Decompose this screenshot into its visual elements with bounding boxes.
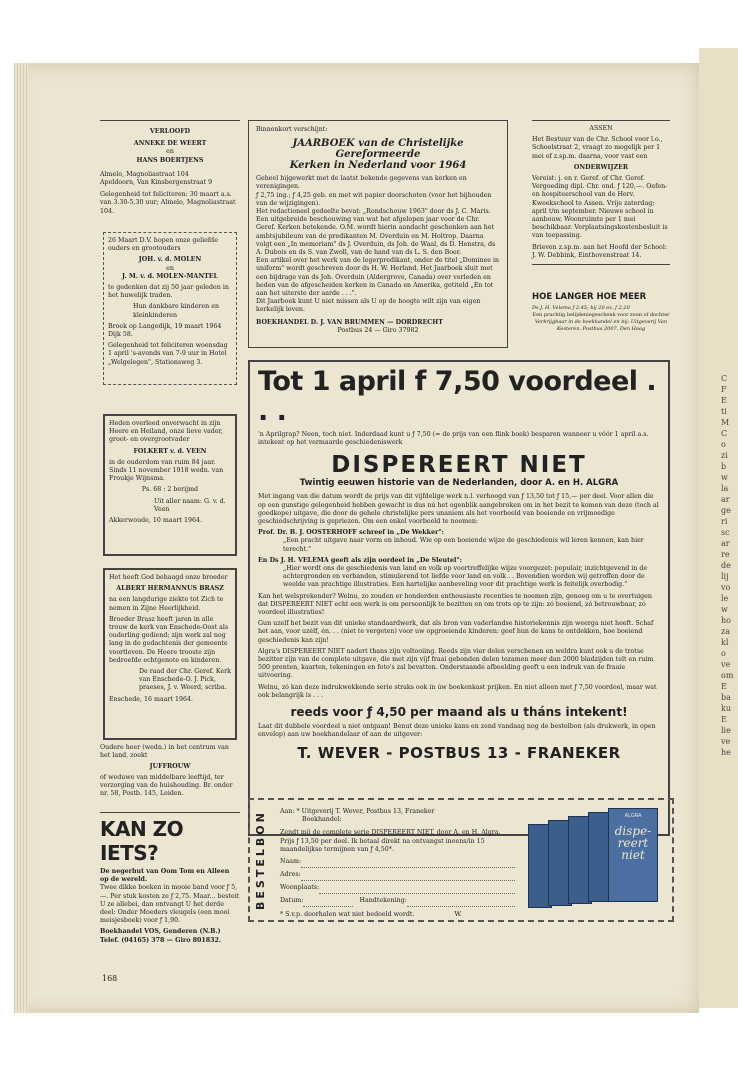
facing-page-text: ve xyxy=(721,660,731,669)
facing-page-text: re xyxy=(721,550,730,559)
jaarboek-title1: JAARBOEK van de Christelijke Gereformeerde xyxy=(292,138,464,161)
jaarboek-intro: Binnenkort verschijnt: xyxy=(256,126,328,133)
paragraph-1: Met ingang van die datum wordt de prijs van dit vijfdelige werk n.l. verhoogd van ƒ 13,50 tot ƒ 15,— per deel. Voor allen die op een gunstige gelegenheid hebben gewacht is dus nú het ogenblik aangebroken om in het bezit te komen van deze (toch al goedkope) uitgave, die door de gehele christelijke pers unaniem als het voorbeeld van boeiende en vrijmoedige geschiedschrijving is gepriezen. Om een enkel voorbeeld te noemen: xyxy=(258,493,659,526)
quote-2-heading: En Ds J. H. VELEMA geeft als zijn oordeel in „De Sleutel": xyxy=(258,556,462,564)
brasz-sign: De raad der Chr. Geref. Kerk van Enschede-O. J. Pick, praeses, J. v. Weerd, scriba. xyxy=(139,668,231,692)
bon-order-text: Zendt mij de complete serie DISPEREERT NIET, door A. en H. Algra. Prijs ƒ 13,50 per deel. Ik betaal direkt na ontvangst ineens/in 15 maandelijkse termijnen van ƒ 4,50*. xyxy=(280,829,501,853)
facing-page-text: w xyxy=(721,605,728,614)
facing-page-text: ar xyxy=(721,539,730,548)
molen-name2: J. M. v. d. MOLEN-MANTEL xyxy=(121,272,218,280)
jaarboek-text2: Het redactioneel gedeelte bevat: „Rondschouw 1963" door ds J. C. Maris. Een uitgebreide beschouwing van wat het afgelopen jaar voor de Chr. Geref. Kerken betekende. O.M. wordt hierin aandacht geschonken aan het ambtsjubileum van de predikanten M. Overduin en M. Holtrop. Daarna volgt een „In memoriam" ds J. Overduin, ds Joh. de Waal, ds D. Henstra, ds A. Dubois en ds S. van Zwoll, van de hand van ds L. S. den Boer. xyxy=(256,208,496,257)
bon-to2[interactable]: Boekhandel: xyxy=(302,816,342,824)
facing-page-text: E xyxy=(721,682,727,691)
headline: Tot 1 april f 7,50 voordeel . . . xyxy=(258,366,657,427)
facing-page-text: ge xyxy=(721,506,731,515)
molen-en: en xyxy=(166,264,174,272)
bestelbon[interactable] xyxy=(248,798,674,922)
facing-page-text: ve xyxy=(721,737,731,746)
brasz-ad xyxy=(103,568,237,740)
veen-ad xyxy=(103,414,237,556)
bon-naam-label: Naam: xyxy=(280,858,302,866)
facing-page-text: ti xyxy=(721,407,727,416)
brasz-text1: na een langdurige ziekte tot Zich te nemen in Zijne Heerlijkheid. xyxy=(109,596,224,612)
assen-ad xyxy=(532,120,670,265)
bon-woonplaats-field[interactable] xyxy=(319,884,515,894)
facing-page-text: ho xyxy=(721,616,731,625)
facing-page-text: E xyxy=(721,396,727,405)
bon-w: W. xyxy=(454,911,462,919)
facing-page-text: lie xyxy=(721,726,731,735)
bon-to1: Uitgeverij T. Wever, Postbus 13, Franeker xyxy=(301,808,435,815)
bestelbon-label: BESTELBON xyxy=(254,810,267,910)
bon-adres-label: Adres: xyxy=(280,871,301,879)
veen-ps: Ps. 68 : 2 berijmd xyxy=(141,486,199,494)
facing-page-text: C xyxy=(721,429,728,438)
verloofd-heading: VERLOOFD xyxy=(149,128,191,135)
bon-naam-field[interactable] xyxy=(301,858,515,868)
veen-name: FOLKERT v. d. VEEN xyxy=(133,447,207,455)
page-number: 168 xyxy=(102,974,118,983)
facing-page-text: le xyxy=(721,594,729,603)
facing-page-text: M xyxy=(721,418,730,427)
book-cover-title: dispe-reert niet xyxy=(614,824,652,862)
intro-text: 'n Aprilgrap? Neen, toch niet. Inderdaad kunt u ƒ 7,50 (= de prijs van een flink boek) besparen wanneer u vóór 1 april a.s. intekent op het vermaarde geschiedeniswerk xyxy=(258,431,649,447)
assen-text3: Brieven z.sp.m. aan het Hoofd der School: J. W. Debbink, Einthovenstraat 14. xyxy=(532,243,667,259)
facing-page-text: vo xyxy=(721,583,731,592)
verloofd-note: Gelegenheid tot feliciteren: 30 maart a.s. van 3.30-5.30 uur; Almelo, Magnoliastraat 104. xyxy=(100,191,236,215)
veen-place: Akkerwoude, 10 maart 1964. xyxy=(109,517,202,525)
kan-text: Twee dikke boeken in mooie band voor ƒ 5,—. Per stuk kosten ze ƒ 2,75. Maar... besteit U ze allebei, dan ontvangt U het derde deel: Onder Moeders vleugels (een mooi meisjesboek) voor ƒ 1,90. xyxy=(100,884,240,925)
kan-heading: KAN ZO IETS? xyxy=(100,817,184,865)
jaarboek-ad xyxy=(248,120,508,348)
quote-1-heading: Prof. Dr. B. J. OOSTERHOFF schreef in „De Wekker": xyxy=(258,529,444,537)
verloofd-name2: HANS BOERTJENS xyxy=(136,156,204,164)
veen-text: in de ouderdom van ruim 84 jaar. Sinds 11 november 1918 wedn. van Froukje Wijnsma. xyxy=(109,458,224,483)
brasz-name: ALBERT HERMANNUS BRASZ xyxy=(116,585,224,593)
jaarboek-sign2: Postbus 24 — Giro 37982 xyxy=(337,326,419,334)
facing-page-fragment xyxy=(699,48,738,1008)
book-author: ALGRA xyxy=(624,813,642,819)
jaarboek-text4: Dit Jaarboek kunt U niet missen als U op de hoogte wilt zijn van eigen kerkelijk leven. xyxy=(256,298,481,314)
facing-page-text: lij xyxy=(721,572,729,581)
bon-naam-row[interactable] xyxy=(280,858,515,868)
molen-name1: JOH. v. d. MOLEN xyxy=(138,256,202,264)
molen-sign: Hun dankbare kinderen en kleinkinderen xyxy=(133,303,220,319)
assen-text1: Het Bestuur van de Chr. School voor l.o., Schoolstraat 2, vraagt zo mogelijk per 1 mei of z.sp.m. daarna, voor vast een xyxy=(532,136,663,160)
bon-adres-row[interactable] xyxy=(280,871,515,881)
facing-page-text: ri xyxy=(721,517,728,526)
publisher-address: T. WEVER - POSTBUS 13 - FRANEKER xyxy=(297,744,621,763)
facing-page-text: o xyxy=(721,649,726,658)
facing-page-text: ar xyxy=(721,495,730,504)
facing-page-text: ba xyxy=(721,693,731,702)
facing-page-text: w xyxy=(721,473,728,482)
bon-aan xyxy=(280,808,515,816)
brasz-intro: Het heeft God behaagd onze broeder xyxy=(109,574,228,581)
bon-datum-field[interactable] xyxy=(303,897,353,907)
molen-addr: Broek op Langedijk, 19 maart 1964 Dijk 58. xyxy=(108,322,222,339)
kan-ad xyxy=(100,812,240,945)
verloofd-addr2: Apeldoorn, Van Kinsbergenstraat 9 xyxy=(100,179,213,187)
books-illustration xyxy=(528,806,658,916)
bon-aan-label: Aan: * xyxy=(280,808,300,815)
offer-line: reeds voor ƒ 4,50 per maand als u tháns intekent! xyxy=(290,705,628,720)
book-cover xyxy=(608,808,658,902)
paragraph-4: Algra's DISPEREERT NIET nadert thans zijn voltooiing. Reeds zijn vier delen verschenen en weldra kunt ook u de trotse bezitter zijn van de complete uitgave, die met zijn vijf fraai gebonden delen tezamen meer dan 2000 bladzijden telt en ruim 500 prenten, kaarten, tekeningen en foto's zal bevatten. Onderstaande afbeelding geeft u een indruk van de fraaie uitvoering. xyxy=(258,647,654,680)
kan-sign: Boekhandel VOS, Genderen (N.B.) Telef. (04165) 378 — Giro 801832. xyxy=(100,928,222,944)
facing-page-text: ku xyxy=(721,704,731,713)
verloofd-name1: ANNEKE DE WEERT xyxy=(133,140,207,148)
facing-page-text: zi xyxy=(721,451,728,460)
facing-page-text: za xyxy=(721,627,730,636)
veen-sign: Uit aller naam: G. v. d. Veen xyxy=(154,497,226,513)
juffrouw-heading: JUFFROUW xyxy=(149,763,191,771)
juffrouw-text: of weduwe van middelbare leeftijd, ter verzorging van de huishouding. Br. onder nr. 58, Postb. 145, Leiden. xyxy=(100,773,233,798)
bon-woonplaats-label: Woonplaats: xyxy=(280,884,320,892)
molen-intro: 26 Maart D.V. hopen onze geliefde ouders en grootouders xyxy=(108,237,218,253)
facing-page-text: he xyxy=(721,748,731,757)
hoe-heading: HOE LANGER HOE MEER xyxy=(532,292,647,302)
bon-adres-field[interactable] xyxy=(301,871,515,881)
book-subtitle: Twintig eeuwen historie van de Nederlanden, door A. en H. ALGRA xyxy=(299,478,619,489)
bon-datum-row[interactable] xyxy=(280,897,515,907)
dispereert-ad xyxy=(248,360,670,836)
juffrouw-intro: Oudere heer (wedn.) in het centrum van het land, zoekt xyxy=(100,744,229,760)
bon-handtekening-field[interactable] xyxy=(407,897,515,907)
hoe-line1: Ds J. H. Velema ƒ 2,45; bij 20 ex. ƒ 2,20 xyxy=(532,305,630,311)
bon-datum-label: Datum: xyxy=(280,897,304,905)
jaarboek-title2: Kerken in Nederland voor 1964 xyxy=(289,160,467,172)
facing-page-text: b xyxy=(721,462,727,471)
facing-page-text: E xyxy=(721,715,727,724)
jaarboek-price: ƒ 2,75 ing.; ƒ 4,25 geb. en met wit papier doorschoten (voor het bijhouden van de wijzigingen). xyxy=(256,191,492,207)
brasz-text2: Broeder Brasz heeft jaren in alle trouw de kerk van Enschede-Oost als ouderling gediend; zijn werk zal nog lang in de gedachtenis der gemeente voortleven. De Heere trooste zijn bedroefde echtgenote en kinderen. xyxy=(109,615,229,664)
bon-footnote xyxy=(280,911,515,919)
assen-heading2: ONDERWIJZER xyxy=(573,163,629,171)
jaarboek-text3: Een artikel over het werk van de legerpredikant, onder de titel „Dominee in uniform" wordt geschreven door ds H. W. Herland. Het Jaarboek sluit met een bijdrage van ds Joh. Overduin (Aldergrove, Canada) over verleden en heden van de afgescheiden kerken in Canada en Amerika, getiteld „En tot aan het uiterste der aarde . . .". xyxy=(256,257,500,298)
facing-page-text: F xyxy=(721,385,727,394)
assen-heading: ASSEN xyxy=(589,125,613,132)
facing-page-text: sc xyxy=(721,528,730,537)
molen-ad xyxy=(103,232,237,385)
facing-page-text: C xyxy=(721,374,728,383)
bon-foot: * S.v.p. doorhalen wat niet bedoeld wordt. xyxy=(280,911,415,919)
facing-page-text: om xyxy=(721,671,734,680)
molen-note: Gelegenheid tot feliciteren woensdag 1 april 's-avonds van 7-9 uur in Hotel „Welgelegen", Stationsweg 3. xyxy=(108,342,228,366)
jaarboek-sign1: BOEKHANDEL D. J. VAN BRUMMEN — DORDRECHT xyxy=(256,318,443,326)
verloofd-en: en xyxy=(166,148,174,156)
hoe-ad xyxy=(532,292,670,333)
facing-page-text: kl xyxy=(721,638,729,647)
quote-2: „Hier wordt ons de geschiedenis van land en volk op voortreffelijke wijze voorgezet: populair, inzichtgevend in de achtergronden en verbanden, stimulerend tot liefde voor land en volk . . Bovendien worden wij getroffen door de weelde van prachtige illustraties. Een hartelijke aanbeveling voor dit prachtige werk is feitelijk overbodig." xyxy=(283,565,648,589)
page-edges xyxy=(14,63,28,1013)
hoe-line2: Een prachtig belijdeniegeschenk voor zoon of dochter xyxy=(532,312,670,318)
verloofd-addr1: Almelo, Magnoliastraat 104 xyxy=(100,170,189,178)
facing-page-text: o xyxy=(721,440,726,449)
molen-text: te gedenken dat zij 50 jaar geleden in het huwelijk traden. xyxy=(108,284,229,300)
kan-lead: De negerhut van Oom Tom en Alleen op de wereld. xyxy=(100,868,230,884)
paragraph-6: Laat dit dubbele voordeel u niet ontgaan! Benut deze unieke kans en zend vandaag nog de bestelbon (als drukwerk, in open envelop) aan uw boekhandelaar of aan de uitgever: xyxy=(258,723,656,739)
veen-intro: Heden overleed onverwacht in zijn Heere en Heiland, onze lieve vader, groot- en overgrootvader xyxy=(109,420,223,444)
book-title: DISPEREERT NIET xyxy=(331,452,587,479)
brasz-place: Enschede, 16 maart 1964. xyxy=(109,695,194,703)
juffrouw-ad xyxy=(100,744,240,798)
paragraph-2: Kan het welsprekender? Welnu, zo zouden er honderden enthousiaste recenties te noemen zijn, genoeg om u te overtuigen dat DISPEREERT NIET echt een werk is om persoonlijk te bezitten en om trots op te zijn: zó boeiend, zó betrouwbaar, zó voordeel illustraties! xyxy=(258,592,652,617)
facing-page-text: de xyxy=(721,561,731,570)
facing-page-text: la xyxy=(721,484,729,493)
verloofd-ad xyxy=(100,120,240,221)
bon-handtekening-label: Handtekening: xyxy=(359,897,407,905)
bon-woonplaats-row[interactable] xyxy=(280,884,515,894)
paragraph-5: Welnu, zó kan deze indrukwekkende serie straks ook in úw boekenkast prijken. En niet alleen met ƒ 7,50 voordeel, maar wat ook belangrijk is . . . xyxy=(258,683,657,699)
jaarboek-text1: Geheel bijgewerkt met de laatst bekende gegevens van kerken en verenigingen. xyxy=(256,175,467,191)
hoe-line3: Verkrijgbaar in de boekhandel en bij: Uitgeverij Van Kesteren, Postbus 2007, Den Haag xyxy=(534,319,668,332)
paragraph-3: Gun uzelf het bezit van dit unieke standaardwerk, dat als bron van vaderlandse historiekennis zijn weerga niet heeft. Schaf het aan, voor uzélf, én. . . (niet te vergeten) voor uw opgroeiende kinderen: geef hun de kans te ontdekken, hoe boeiend geschiedenis kan zijn! xyxy=(258,620,654,644)
quote-1: „Een pracht uitgave naar vorm en inhoud. Wie op een boeiende wijze de geschiedenis wil leren kennen, kan hier terecht." xyxy=(283,537,644,553)
assen-text2: Vereist: j. en r. Geref. of Chr. Geref. Vergoeding dipl. Chr. ond. ƒ 120,—. Oefen- en hospiteerschool van de Herv. Kweekschool te Assen. Vrije zaterdag; april t/m september. Nieuwe school in aanbouw. Woonruimte per 1 mei beschikbaar. Verplaatsingskostenbesluit is van toepassing. xyxy=(532,175,668,240)
